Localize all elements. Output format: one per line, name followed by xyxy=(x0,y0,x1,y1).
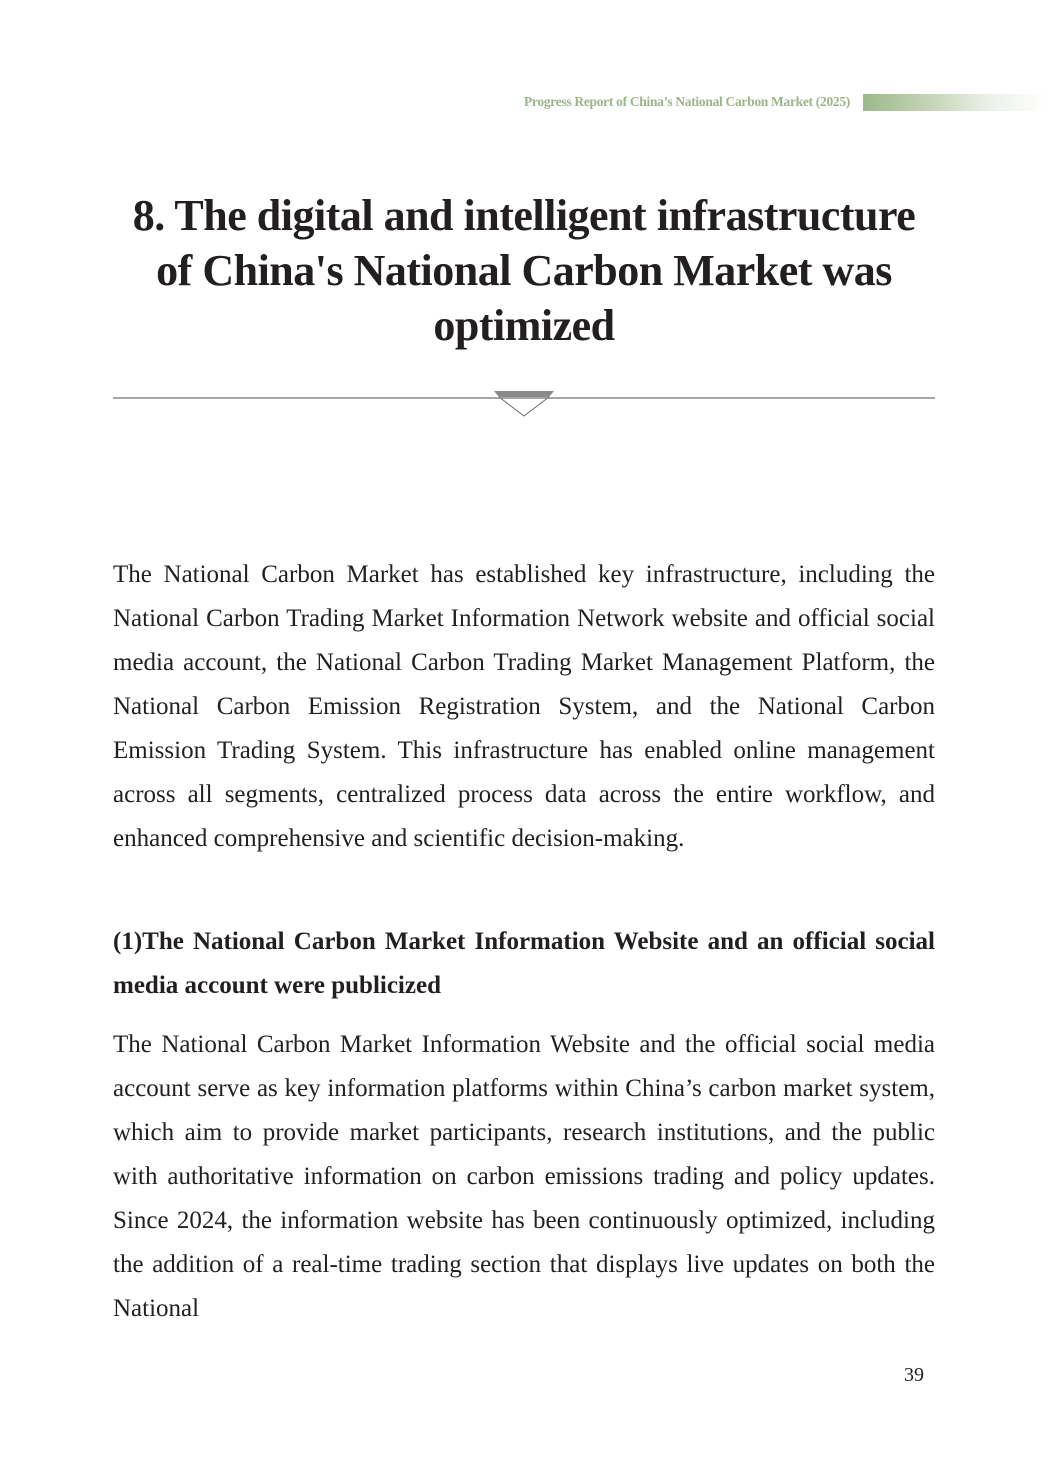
divider-with-arrow-icon xyxy=(113,388,935,418)
chapter-title: 8. The digital and intelligent infrastructure of China's National Carbon Market was optimized xyxy=(132,191,916,350)
section-paragraph: The National Carbon Market Information Website and the official social media account serve as key information platforms within China’s carbon market system, which aim to provide market participants, research institutions, and the public with authoritative information on carbon emissions trading and policy updates. Since 2024, the information website has been continuously optimized, including the addition of a real-time trading section that displays live updates on both the National xyxy=(113,1031,935,1322)
title-divider xyxy=(113,388,935,418)
section-heading: (1)The National Carbon Market Information Website and an official social media account were publicized xyxy=(113,928,935,999)
running-header xyxy=(0,93,1048,113)
running-header-band xyxy=(863,94,1048,111)
intro-paragraph: The National Carbon Market has established key infrastructure, including the National Carbon Trading Market Information Network website and official social media account, the National Carbon Trading Market Management Platform, the National Carbon Emission Registration System, and the National Carbon Emission Trading System. This infrastructure has enabled online management across all segments, centralized process data across the entire workflow, and enhanced comprehensive and scientific decision-making. xyxy=(113,561,935,852)
running-header-title: Progress Report of China’s National Carbon Market (2025) xyxy=(523,94,850,109)
page-number: 39 xyxy=(904,1364,924,1386)
